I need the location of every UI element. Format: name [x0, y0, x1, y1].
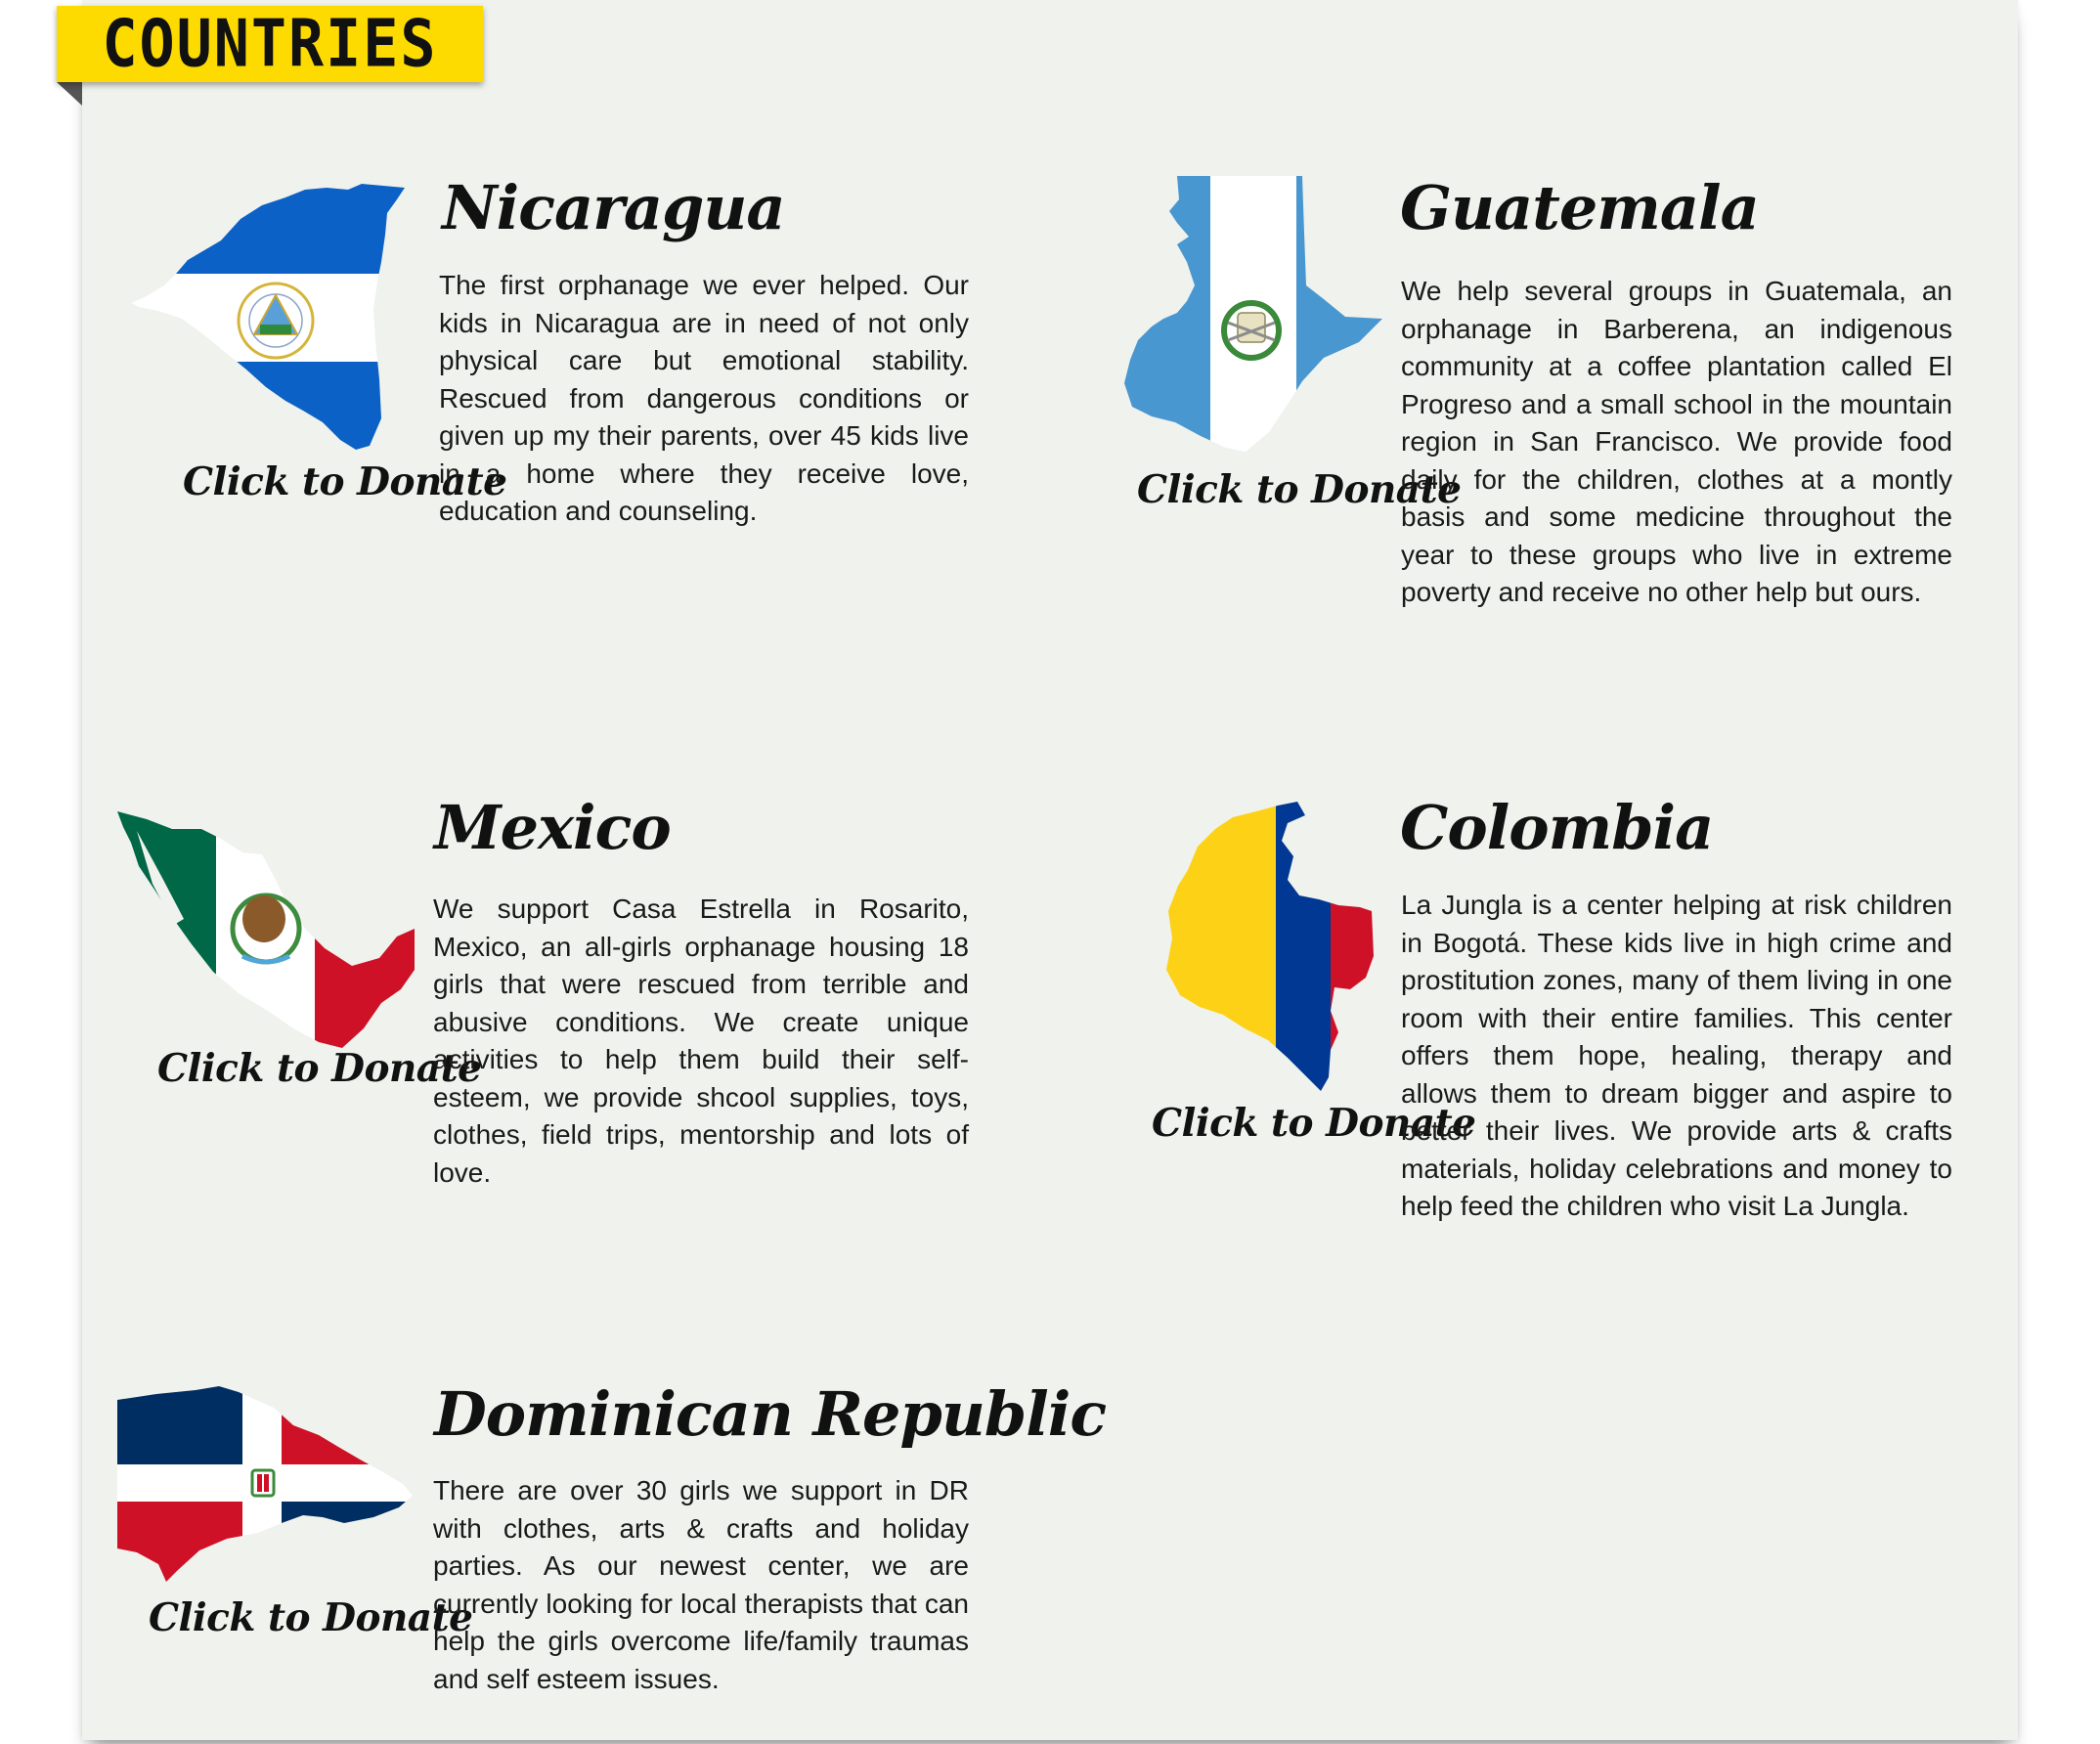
nicaragua-description: The first orphanage we ever helped. Our kids in Nicaragua are in need of not only physical care but emotional stability. Rescued from dangerous conditions or given up my their parents, over 45 kids live in a home where they receive love, education and counseling.	[439, 270, 969, 526]
mexico-donate-link[interactable]: Click to Donate	[157, 1046, 482, 1091]
dominican-republic-donate-link[interactable]: Click to Donate	[149, 1595, 473, 1640]
dominican-republic-title: Dominican Republic	[434, 1378, 1107, 1450]
guatemala-title: Guatemala	[1400, 172, 1759, 243]
colombia-title: Colombia	[1400, 792, 1714, 863]
ribbon-fold	[57, 82, 82, 106]
section-title: COUNTRIES	[102, 5, 438, 83]
colombia-description: La Jungla is a center helping at risk children in Bogotá. These kids live in high crime and prostitution zones, many of them living in one room with their entire families. This center offers them hope, healing, therapy and allows them to dream bigger and aspire to better their lives. We provide arts & crafts materials, holiday celebrations and money to help feed the children who visit La Jungla.	[1401, 890, 1952, 1221]
colombia-donate-link[interactable]: Click to Donate	[1152, 1101, 1476, 1146]
mexico-title: Mexico	[434, 792, 671, 863]
section-ribbon	[57, 6, 483, 82]
guatemala-donate-link[interactable]: Click to Donate	[1137, 467, 1462, 512]
mexico-flag-map-icon[interactable]	[117, 811, 415, 1048]
mexico-description: We support Casa Estrella in Rosarito, Mexico, an all-girls orphanage housing 18 girls that were rescued from terrible and abusive conditions. We create unique activities to help them build their self-esteem, we provide shcool supplies, toys, clothes, field trips, mentorship and lots of love.	[433, 894, 969, 1188]
colombia-flag-map-icon[interactable]	[1166, 802, 1374, 1091]
guatemala-flag-map-icon[interactable]	[1124, 176, 1382, 452]
guatemala-description: We help several groups in Guatemala, an orphanage in Barberena, an indigenous community at a coffee plantation called El Progreso and a small school in the mountain region in San Francisco. We provide food daily for the children, clothes at a montly basis and some medicine throughout the year to these groups who live in extreme poverty and receive no other help but ours.	[1401, 276, 1952, 607]
dominican-republic-flag-map-icon[interactable]	[117, 1386, 413, 1582]
nicaragua-title: Nicaragua	[442, 172, 785, 243]
nicaragua-flag-map-icon[interactable]	[131, 184, 405, 450]
dominican-republic-description: There are over 30 girls we support in DR with clothes, arts & crafts and holiday parties. As our newest center, we are currently looking for local therapists that can help the girls overcome life/family traumas and self esteem issues.	[433, 1475, 969, 1694]
nicaragua-donate-link[interactable]: Click to Donate	[183, 459, 507, 504]
